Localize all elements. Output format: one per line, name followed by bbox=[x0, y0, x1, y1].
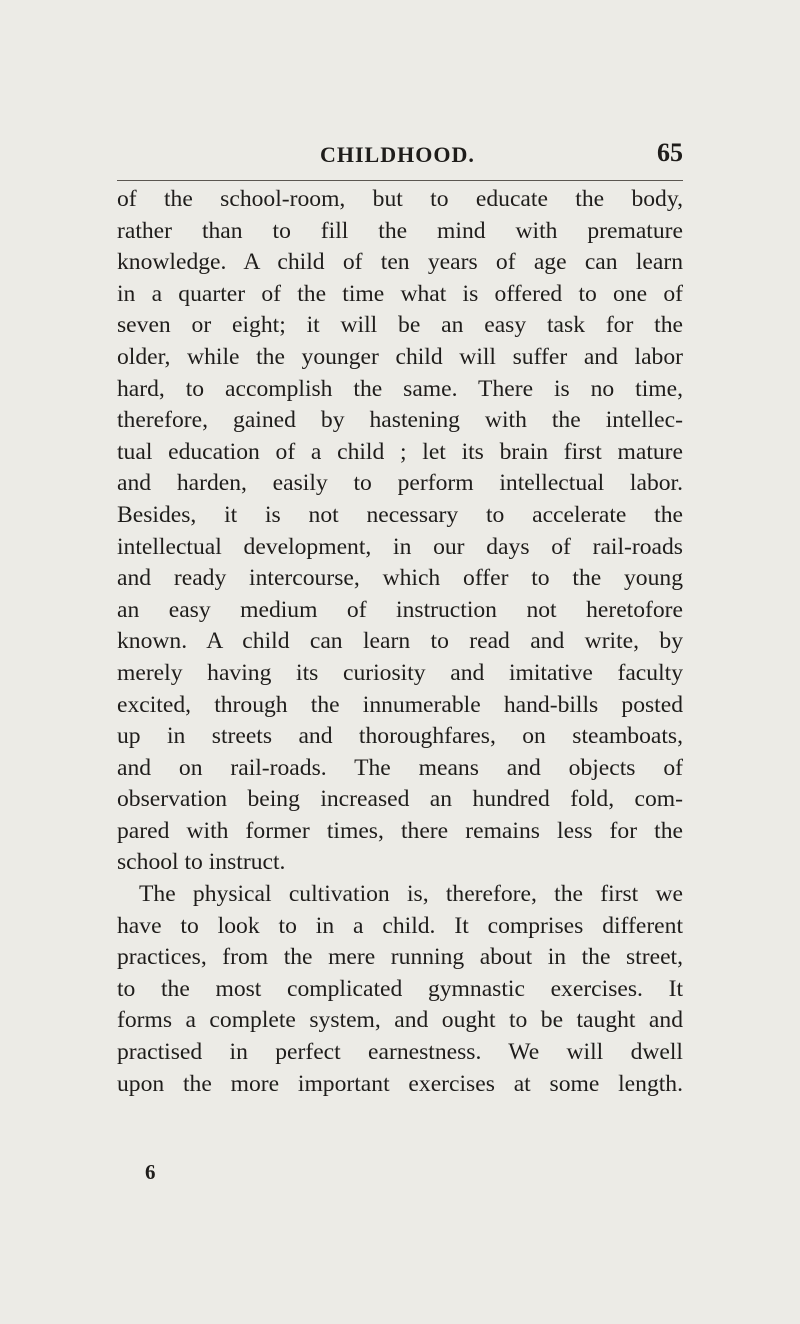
text-line: up in streets and thoroughfares, on steamboats, bbox=[117, 723, 683, 750]
text-line: known. A child can learn to read and write, by bbox=[117, 628, 683, 655]
body-text bbox=[117, 184, 683, 1100]
text-line: seven or eight; it will be an easy task for the bbox=[117, 312, 683, 339]
text-line: knowledge. A child of ten years of age can learn bbox=[117, 249, 683, 276]
text-line-paragraph-end: school to instruct. bbox=[117, 849, 286, 876]
text-line: upon the more important exercises at some length. bbox=[117, 1070, 683, 1097]
header-rule bbox=[117, 180, 683, 181]
signature-mark: 6 bbox=[145, 1160, 156, 1184]
text-line: hard, to accomplish the same. There is no time, bbox=[117, 375, 683, 402]
running-title: CHILDHOOD. bbox=[320, 142, 475, 167]
text-line: older, while the younger child will suffer and labor bbox=[117, 343, 683, 370]
text-line-paragraph-start: The physical cultivation is, therefore, the first we bbox=[139, 881, 683, 908]
text-line: and on rail-roads. The means and objects of bbox=[117, 754, 683, 781]
text-line: tual education of a child ; let its brain first mature bbox=[117, 438, 683, 465]
text-line: therefore, gained by hastening with the intellec- bbox=[117, 407, 683, 434]
text-line: intellectual development, in our days of rail-roads bbox=[117, 533, 683, 560]
text-line: merely having its curiosity and imitative faculty bbox=[117, 659, 683, 686]
text-line: rather than to fill the mind with premature bbox=[117, 217, 683, 244]
text-line: and harden, easily to perform intellectual labor. bbox=[117, 470, 683, 497]
text-line: and ready intercourse, which offer to the young bbox=[117, 565, 683, 592]
text-line: practised in perfect earnestness. We will dwell bbox=[117, 1039, 683, 1066]
text-line: practices, from the mere running about in the street, bbox=[117, 944, 683, 971]
text-line: have to look to in a child. It comprises different bbox=[117, 912, 683, 939]
text-line: an easy medium of instruction not heretofore bbox=[117, 596, 683, 623]
text-line: observation being increased an hundred fold, com- bbox=[117, 786, 683, 813]
text-line: pared with former times, there remains less for the bbox=[117, 817, 683, 844]
page-number: 65 bbox=[657, 138, 683, 167]
text-line: of the school-room, but to educate the body, bbox=[117, 186, 683, 212]
text-line: forms a complete system, and ought to be taught and bbox=[117, 1007, 683, 1034]
text-line: Besides, it is not necessary to accelerate the bbox=[117, 501, 683, 528]
text-line: in a quarter of the time what is offered to one of bbox=[117, 280, 683, 307]
text-line: excited, through the innumerable hand-bills posted bbox=[117, 691, 683, 718]
running-head bbox=[0, 138, 800, 172]
text-line: to the most complicated gymnastic exercises. It bbox=[117, 975, 683, 1002]
